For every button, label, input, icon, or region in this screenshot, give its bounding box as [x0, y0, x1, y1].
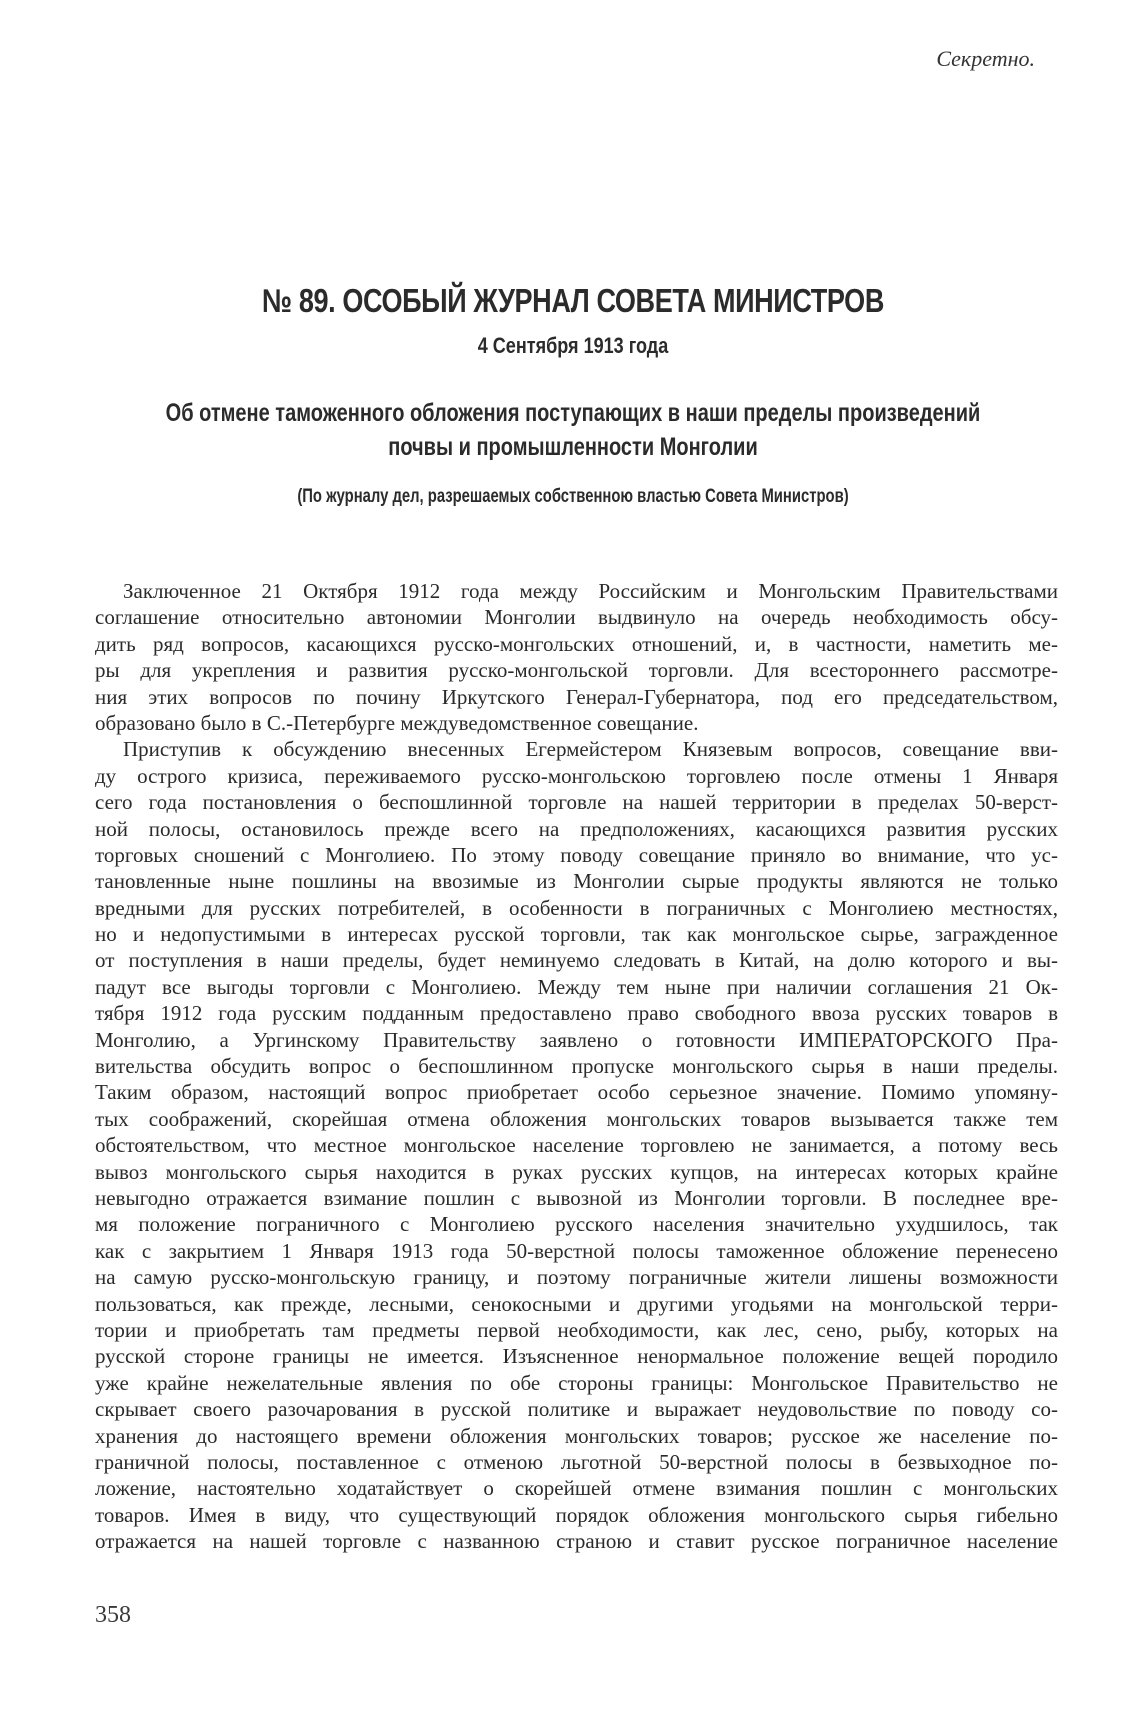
- text-line: тых соображений, скорейшая отмена обложения монгольских товаров вызывается также тем: [95, 1106, 1058, 1131]
- document-date: 4 Сентября 1913 года: [477, 333, 669, 358]
- text-line: ры для укрепления и развития русско-монгольской торговли. Для всестороннего рассмотре-: [95, 658, 1058, 683]
- page-number: 358: [95, 1602, 131, 1628]
- text-line: невыгодно отражается взимание пошлин с вывозной из Монголии торговли. В последнее вре-: [95, 1185, 1058, 1210]
- document-subject-line: почвы и промышленности Монголии: [388, 433, 758, 461]
- text-line: ложение, настоятельно ходатайствует о скорейшей отмене взимания пошлин с монгольских: [95, 1476, 1058, 1501]
- text-line: хранения до настоящего времени обложения монгольских товаров; русское же население по-: [95, 1423, 1058, 1448]
- text-line: товаров. Имея в виду, что существующий порядок обложения монгольского сырья гибельно: [95, 1502, 1058, 1527]
- text-line: соглашение относительно автономии Монголии выдвинуло на очередь необходимость обсу-: [95, 605, 1058, 630]
- text-line: Таким образом, настоящий вопрос приобретает особо серьезное значение. Помимо упомяну-: [95, 1080, 1058, 1105]
- text-line: обстоятельством, что местное монгольское население торговлею не занимается, а потому весь: [95, 1133, 1058, 1158]
- text-line: но и недопустимыми в интересах русской торговли, так как монгольское сырье, загражденное: [95, 922, 1058, 947]
- text-line: ной полосы, остановилось прежде всего на предположениях, касающихся развития русских: [95, 816, 1058, 841]
- text-line: тановленные ныне пошлины на ввозимые из Монголии сырые продукты являются не только: [95, 869, 1058, 894]
- text-line: вывоз монгольского сырья находится в руках русских купцов, на интересах которых крайне: [95, 1159, 1058, 1184]
- text-line: Заключенное 21 Октября 1912 года между Российским и Монгольским Правительствами: [123, 579, 1058, 603]
- text-line: образовано было в С.-Петербурге междуведомственное совещание.: [95, 710, 699, 735]
- text-line: вительства обсудить вопрос о беспошлинном пропуске монгольского сырья в наши пределы.: [95, 1054, 1058, 1079]
- text-line: тября 1912 года русским подданным предоставлено право свободного ввоза русских товаров в: [95, 1001, 1058, 1026]
- document-title: № 89. ОСОБЫЙ ЖУРНАЛ СОВЕТА МИНИСТРОВ: [262, 282, 884, 319]
- paragraph-2: [95, 736, 1058, 1554]
- paragraph-1: [95, 578, 1058, 736]
- text-line: уже крайне нежелательные явления по обе стороны границы: Монгольское Правительство не: [95, 1370, 1058, 1395]
- document-subject: [115, 396, 1032, 464]
- document-source-note: (По журналу дел, разрешаемых собственною властью Совета Министров): [297, 486, 849, 507]
- text-line: русской стороне границы не имеется. Изъясненное ненормальное положение вещей породило: [95, 1344, 1058, 1369]
- text-line: ду острого кризиса, переживаемого русско-монгольскою торговлею после отмены 1 Января: [95, 763, 1058, 788]
- text-line: граничной полосы, поставленное с отменою льготной 50-верстной полосы в безвыходное по-: [95, 1449, 1058, 1474]
- text-line: вредными для русских потребителей, в особенности в пограничных с Монголиею местностях,: [95, 895, 1058, 920]
- text-line: Приступив к обсуждению внесенных Егермейстером Князевым вопросов, совещание вви-: [123, 737, 1058, 762]
- text-line: скрывает своего разочарования в русской политике и выражает неудовольствие по поводу со-: [95, 1397, 1058, 1422]
- text-line: отражается на нашей торговле с названною страною и ставит русское пограничное население: [95, 1529, 1058, 1554]
- text-line: на самую русско-монгольскую границу, и поэтому пограничные жители лишены возможности: [95, 1265, 1058, 1290]
- secret-classification-mark: Секретно.: [936, 46, 1035, 71]
- text-line: падут все выгоды торговли с Монголиею. Между тем ныне при наличии соглашения 21 Ок-: [95, 974, 1058, 999]
- text-line: Монголию, а Ургинскому Правительству заявлено о готовности ИМПЕРАТОРСКОГО Пра-: [95, 1027, 1058, 1052]
- text-line: сего года постановления о беспошлинной торговле на нашей территории в пределах 50-верст-: [95, 790, 1058, 815]
- text-line: дить ряд вопросов, касающихся русско-монгольских отношений, и, в частности, наметить ме-: [95, 631, 1058, 656]
- text-line: мя положение пограничного с Монголиею русского населения значительно ухудшилось, так: [95, 1212, 1058, 1237]
- document-subject-line: Об отмене таможенного обложения поступающих в наши пределы произведений: [165, 399, 981, 427]
- document-body: [95, 578, 1058, 1554]
- text-line: пользоваться, как прежде, лесными, сенокосными и другими угодьями на монгольской терри-: [95, 1291, 1058, 1316]
- text-line: ния этих вопросов по почину Иркутского Генерал-Губернатора, под его председательством,: [95, 684, 1058, 709]
- text-line: торговых сношений с Монголиею. По этому поводу совещание приняло во внимание, что ус-: [95, 842, 1058, 867]
- text-line: тории и приобретать там предметы первой необходимости, как лес, сено, рыбу, которых на: [95, 1317, 1058, 1342]
- text-line: от поступления в наши пределы, будет неминуемо следовать в Китай, на долю которого и вы-: [95, 948, 1058, 973]
- text-line: как с закрытием 1 Января 1913 года 50-верстной полосы таможенное обложение перенесено: [95, 1238, 1058, 1263]
